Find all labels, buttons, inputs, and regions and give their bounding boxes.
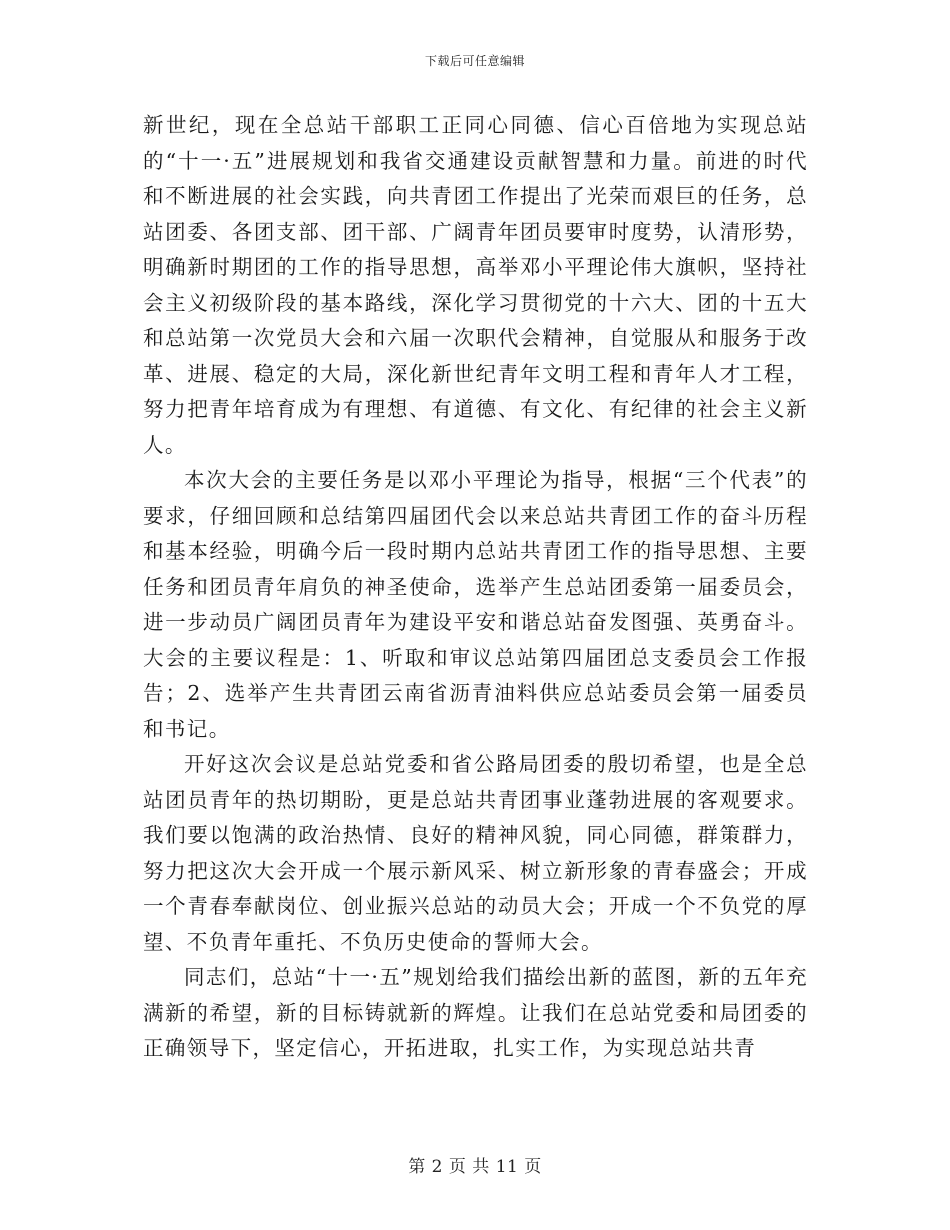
paragraph-2: 本次大会的主要任务是以邓小平理论为指导，根据“三个代表”的要求，仔细回顾和总结第四届团代会以来总站共青团工作的奋斗历程和基本经验，明确今后一段时期内总站共青团工作的指导思想、主要任务和团员青年肩负的神圣使命，选举产生总站团委第一届委员会，进一步动员广阔团员青年为建设平安和谐总站奋发图强、英勇奋斗。大会的主要议程是：1、听取和审议总站第四届团总支委员会工作报告；2、选举产生共青团云南省沥青油料供应总站委员会第一届委员和书记。 [143, 468, 808, 741]
paragraph-1: 新世纪，现在全总站干部职工正同心同德、信心百倍地为实现总站的“十一·五”进展规划和我省交通建设贡献智慧和力量。前进的时代和不断进展的社会实践，向共青团工作提出了光荣而艰巨的任务，总站团委、各团支部、团干部、广阔青年团员要审时度势，认清形势，明确新时期团的工作的指导思想，高举邓小平理论伟大旗帜，坚持社会主义初级阶段的基本路线，深化学习贯彻党的十六大、团的十五大和总站第一次党员大会和六届一次职代会精神，自觉服从和服务于改革、进展、稳定的大局，深化新世纪青年文明工程和青年人才工程，努力把青年培育成为有理想、有道德、有文化、有纪律的社会主义新人。 [143, 113, 808, 457]
paragraph-3: 开好这次会议是总站党委和省公路局团委的殷切希望，也是全总站团员青年的热切期盼，更是总站共青团事业蓬勃进展的客观要求。我们要以饱满的政治热情、良好的精神风貌，同心同德，群策群力，努力把这次大会开成一个展示新风采、树立新形象的青春盛会；开成一个青春奉献岗位、创业振兴总站的动员大会；开成一个不负党的厚望、不负青年重托、不负历史使命的誓师大会。 [143, 752, 808, 954]
document-body [143, 108, 808, 1067]
page-header-note: 下载后可任意编辑 [424, 54, 525, 68]
page-number: 第 2 页 共 11 页 [408, 1157, 542, 1177]
paragraph-4: 同志们，总站“十一·五”规划给我们描绘出新的蓝图，新的五年充满新的希望，新的目标铸就新的辉煌。让我们在总站党委和局团委的正确领导下，坚定信心，开拓进取，扎实工作，为实现总站共青 [143, 965, 808, 1060]
